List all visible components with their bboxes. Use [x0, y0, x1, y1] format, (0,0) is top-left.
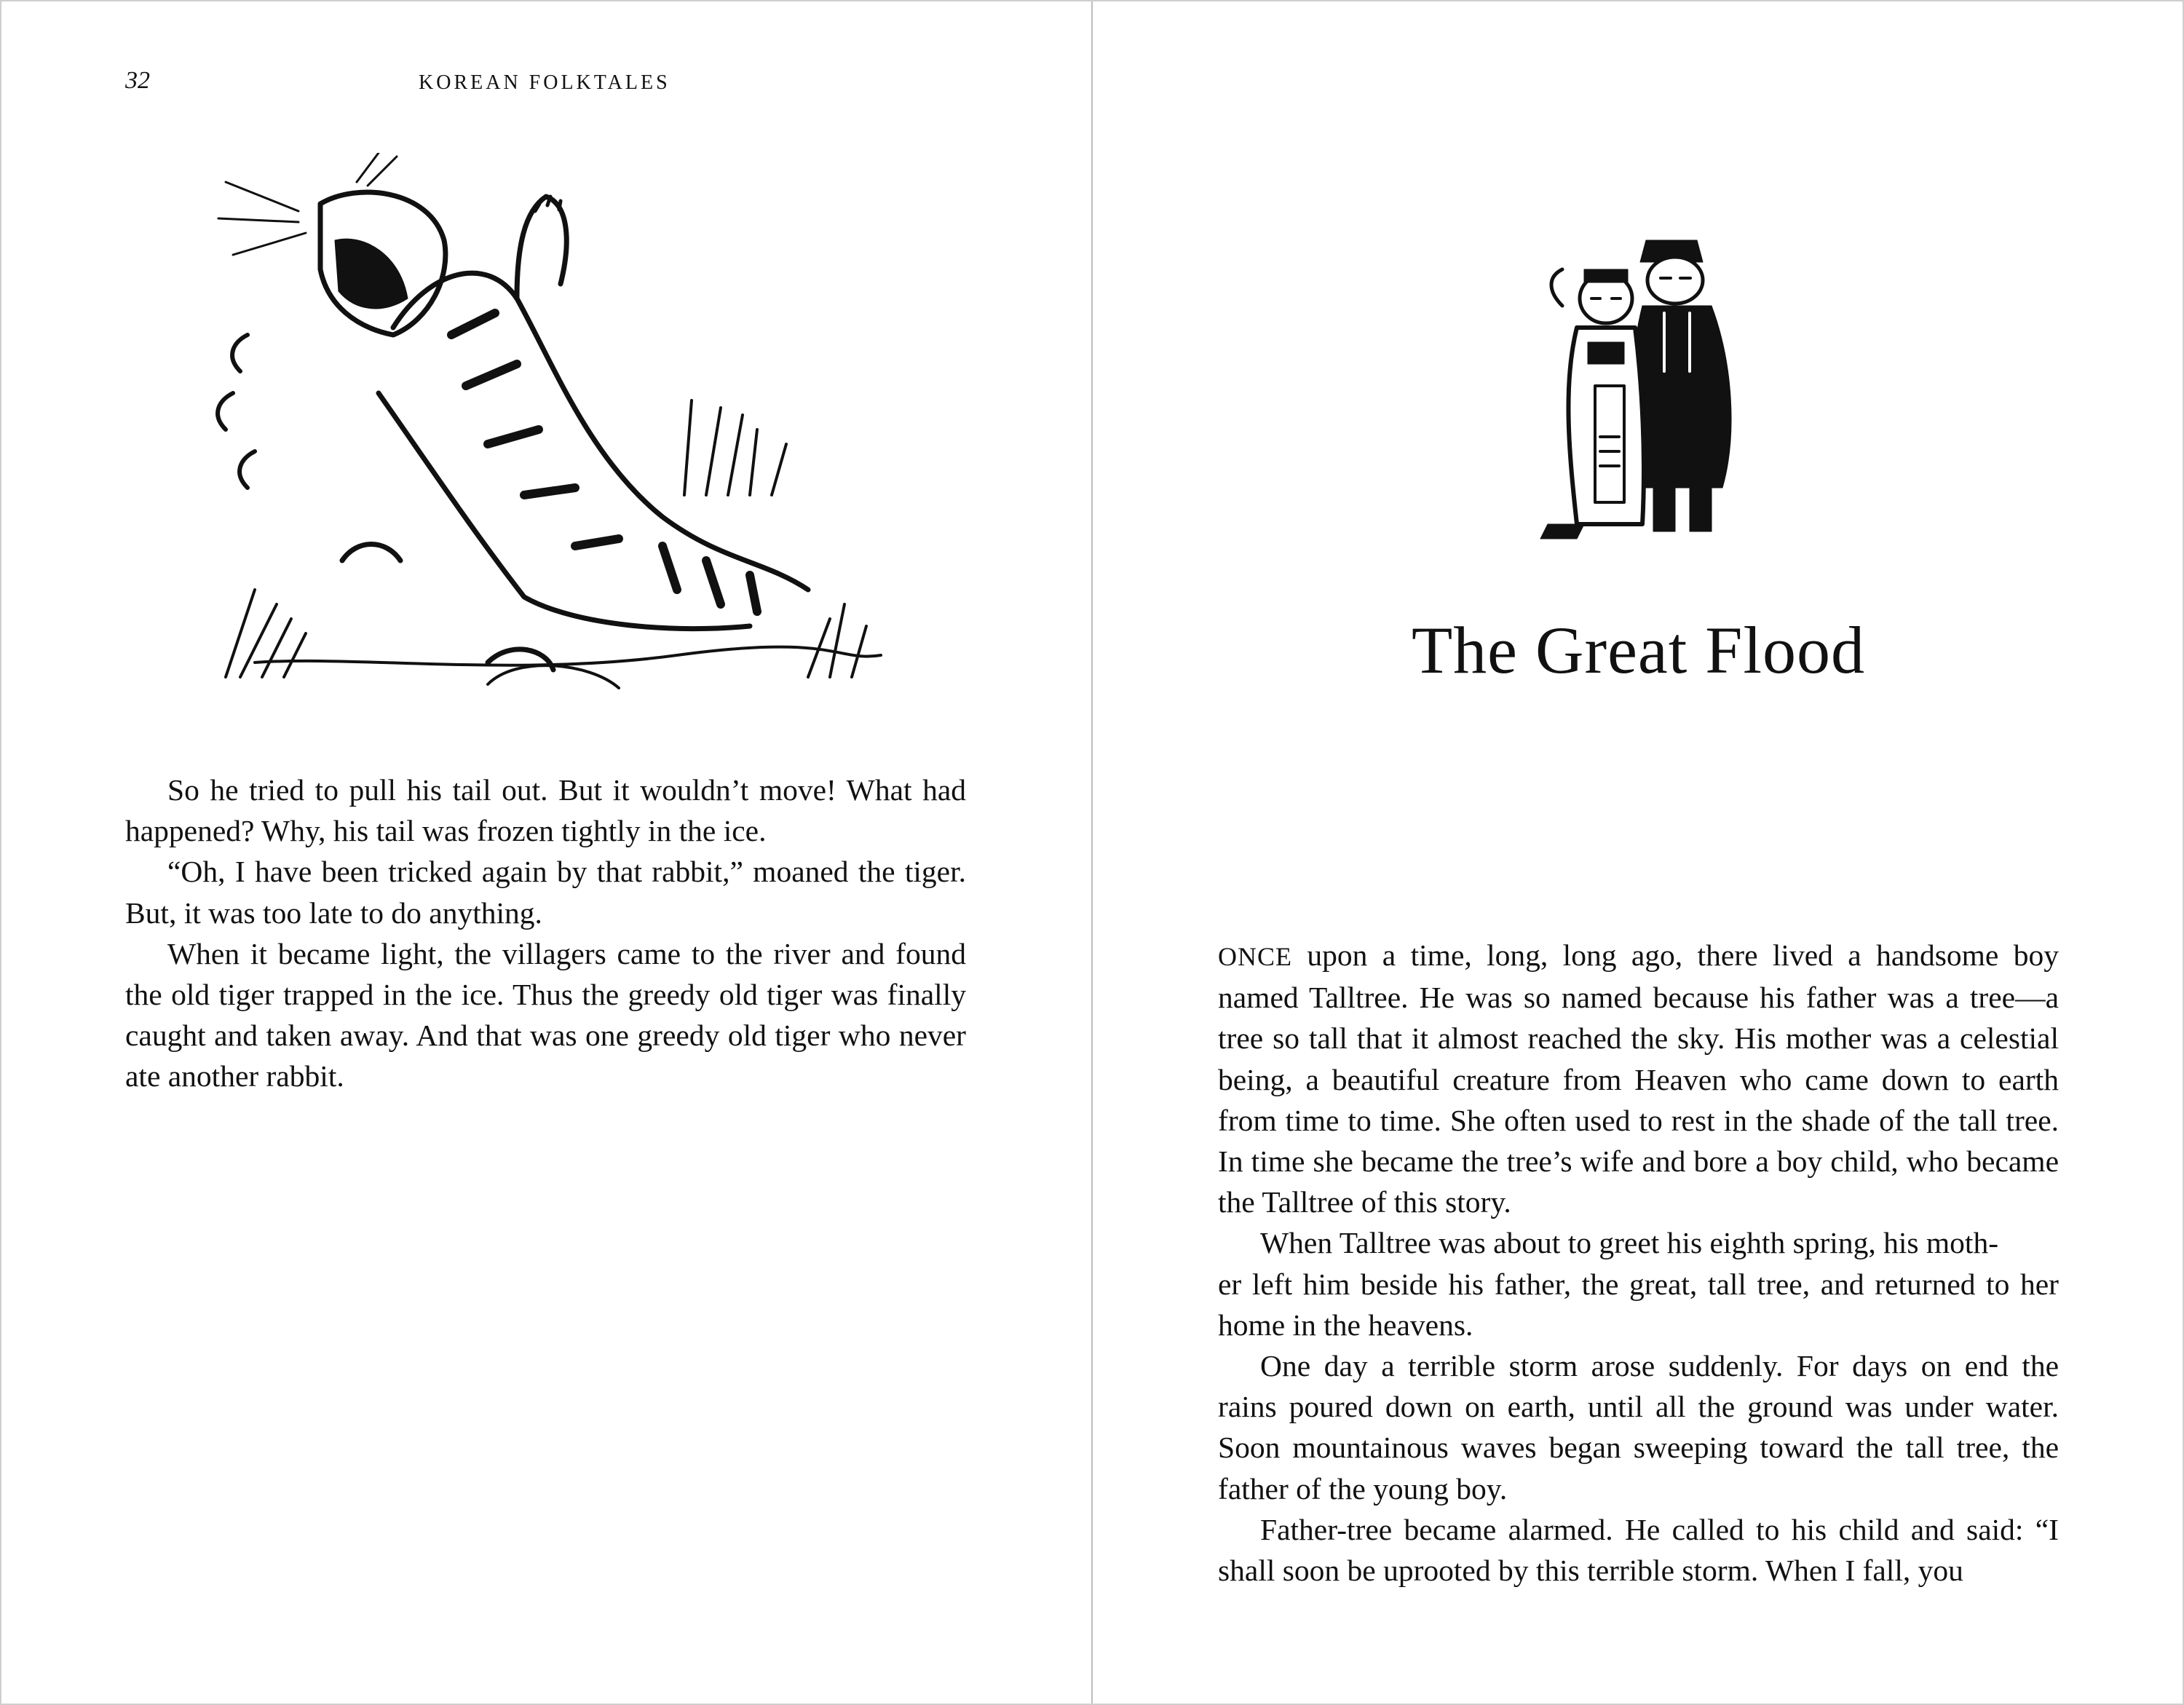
story-title: The Great Flood: [1411, 613, 1866, 687]
paragraph: One day a terrible storm arose suddenly. For days on end the rains poured down on earth, until all the ground was under water. Soon mountainous waves began sweeping toward the tall tree, the father of the young boy.: [1218, 1349, 2059, 1506]
paragraph: “Oh, I have been tricked again by that rabbit,” moaned the tiger. But, it was too late to do anything.: [125, 855, 966, 930]
page-number: 32: [125, 67, 150, 94]
story-text: [125, 770, 966, 1097]
paragraph: When it became light, the villagers came to the river and found the old tiger trapped in the ice. Thus the greedy old tiger was finally caught and taken away. And that was one greedy old tiger who never ate another rabbit.: [125, 936, 966, 1093]
paragraph-part: When Talltree was about to greet his eighth spring, his moth -: [1260, 1226, 1998, 1259]
left-page: [0, 0, 1091, 1705]
running-head: KOREAN FOLKTALES: [419, 71, 670, 94]
couple-illustration: [1519, 218, 1832, 561]
opening-paragraph: [1218, 935, 2059, 1222]
lead-word: ONCE: [1218, 942, 1292, 971]
paragraph: [1218, 1222, 2059, 1345]
story-text: [1218, 935, 2059, 1591]
paragraph: So he tried to pull his tail out. But it wouldn’t move! What had happened? Why, his tail was frozen tightly in the ice.: [125, 773, 966, 848]
paragraph-rest: upon a time, long, long ago, there lived a handsome boy named Talltree. He was so named because his father was a tree—a tree so tall that it almost reached the sky. His mother was a celestial being, a beautiful creature from Heaven who came down to earth from time to time. She often used to rest in the shade of the tall tree. In time she became the tree’s wife and bore a boy child, who became the Talltree of this story.: [1218, 938, 2059, 1219]
tiger-illustration: [211, 153, 895, 706]
couple-drawing: [1519, 218, 1832, 561]
paragraph-part: er left him beside his father, the great, tall tree, and returned to her home in the heavens.: [1218, 1267, 2059, 1342]
right-page: [1093, 0, 2184, 1705]
paragraph: Father-tree became alarmed. He called to his child and said: “I shall soon be uprooted by this terrible storm. When I fall, you: [1218, 1512, 2059, 1588]
tiger-drawing: [211, 153, 895, 706]
